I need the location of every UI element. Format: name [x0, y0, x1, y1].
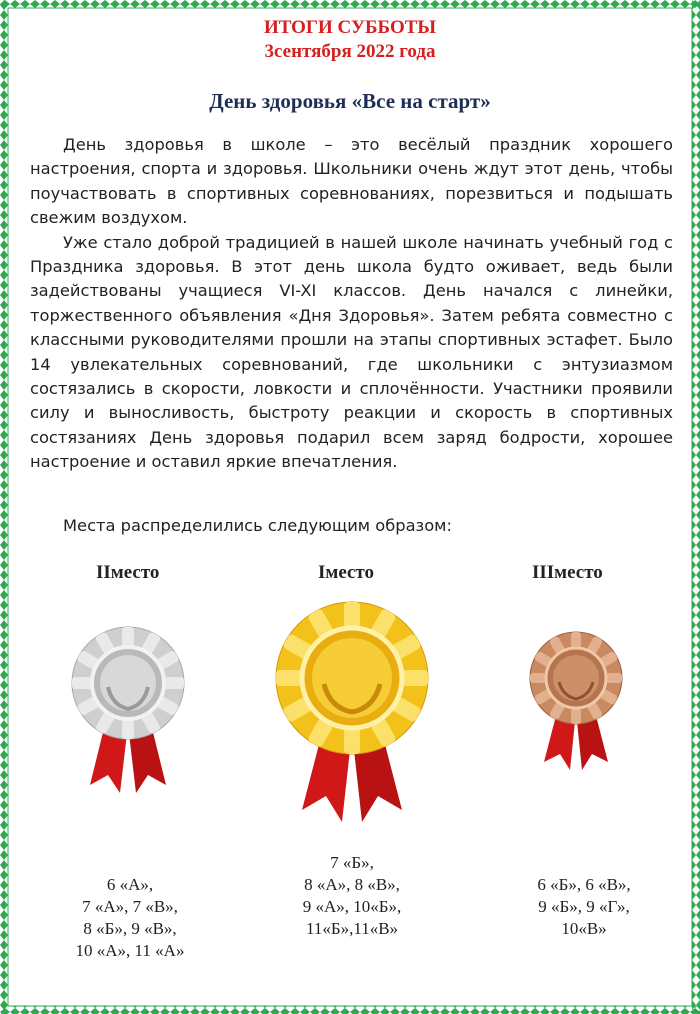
- list-item: 6 «Б», 6 «В»,: [537, 875, 631, 894]
- header-date: 3сентября 2022 года: [264, 41, 436, 62]
- place-label-third: IIIместо: [532, 562, 603, 583]
- list-item: 11«Б»,11«В»: [305, 919, 399, 938]
- list-item: 7 «Б»,: [330, 853, 374, 872]
- place-label-first: Iместо: [318, 562, 375, 583]
- header-title: ИТОГИ СУББОТЫ: [263, 17, 437, 38]
- bronze-medal-icon: [526, 630, 626, 770]
- report-header: [0, 16, 700, 64]
- list-item: 9 «Б», 9 «Г»,: [538, 897, 630, 916]
- paragraph-1: День здоровья в школе – это весёлый праздник хорошего настроения, спорта и здоровья. Школьники очень ждут этот день, чтобы поучаствовать в спортивных соревнованиях, порезвиться и подышать свежим воздухом.: [30, 135, 673, 228]
- place-label-second: IIместо: [96, 562, 160, 583]
- first-place-classes: [262, 852, 442, 940]
- article-title: День здоровья «Все на старт»: [209, 89, 491, 113]
- places-intro: Места распределились следующим образом:: [63, 516, 452, 535]
- list-item: 6 «А»,: [106, 875, 154, 894]
- list-item: 8 «А», 8 «В»,: [304, 875, 400, 894]
- list-item: 8 «Б», 9 «В»,: [83, 919, 177, 938]
- third-place-classes: [494, 874, 674, 940]
- gold-medal-icon: [272, 600, 432, 825]
- second-place-classes: [40, 874, 220, 962]
- list-item: 10 «А», 11 «А»: [75, 941, 185, 960]
- list-item: 7 «А», 7 «В»,: [82, 897, 178, 916]
- list-item: 9 «А», 10«Б»,: [302, 897, 402, 916]
- article-body: [30, 133, 673, 475]
- silver-medal-icon: [68, 625, 188, 795]
- list-item: 10«В»: [561, 919, 607, 938]
- paragraph-2: Уже стало доброй традицией в нашей школе начинать учебный год с Праздника здоровья. В этот день школа будто оживает, ведь были задействованы учащиеся VI-XI классов. День начался с линейки, торжественного объявления «Дня Здоровья». Затем ребята совместно с классными руководителями прошли на этапы спортивных эстафет. Было 14 увлекательных соревнований, где школьники с энтузиазмом состязались в скорости, ловкости и сплочённости. Участники проявили силу и выносливость, быстроту реакции и скорость в спортивных состязаниях День здоровья подарил всем заряд бодрости, хорошее настроение и оставил яркие впечатления.: [30, 232, 673, 472]
